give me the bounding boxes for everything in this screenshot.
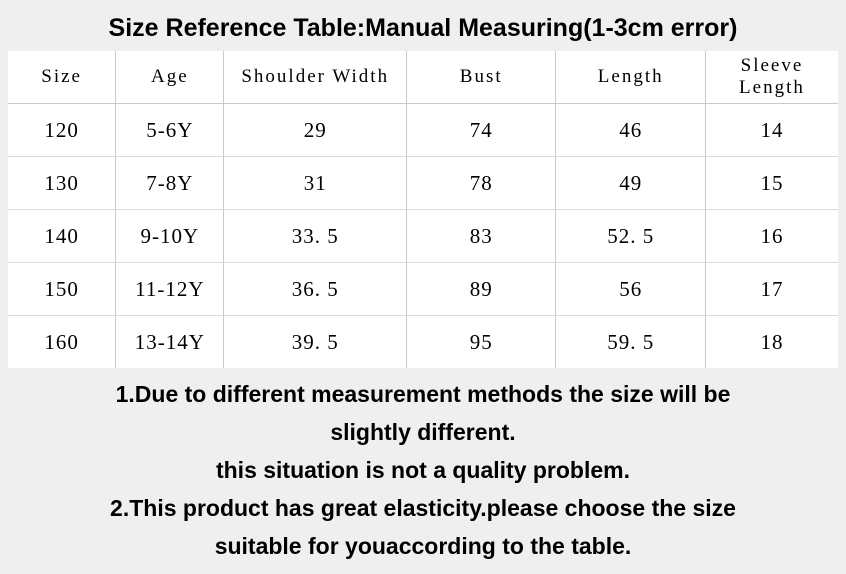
cell-size: 120 xyxy=(8,104,116,157)
cell-age: 5-6Y xyxy=(116,104,224,157)
cell-age: 11-12Y xyxy=(116,263,224,316)
cell-bust: 89 xyxy=(406,263,555,316)
column-header-bust: Bust xyxy=(406,51,555,104)
cell-sleeve-length: 18 xyxy=(705,316,838,369)
table-header-row xyxy=(8,51,838,104)
cell-bust: 95 xyxy=(406,316,555,369)
cell-size: 150 xyxy=(8,263,116,316)
table-row xyxy=(8,263,838,316)
cell-age: 7-8Y xyxy=(116,157,224,210)
table-row xyxy=(8,157,838,210)
table-header xyxy=(8,51,838,104)
cell-shoulder-width: 29 xyxy=(224,104,407,157)
cell-length: 46 xyxy=(556,104,705,157)
page-title: Size Reference Table:Manual Measuring(1-3cm error) xyxy=(108,14,738,42)
column-header-length: Length xyxy=(556,51,705,104)
cell-length: 49 xyxy=(556,157,705,210)
cell-shoulder-width: 33. 5 xyxy=(224,210,407,263)
column-header-size: Size xyxy=(8,51,116,104)
column-header-age: Age xyxy=(116,51,224,104)
table-body xyxy=(8,104,838,369)
cell-age: 9-10Y xyxy=(116,210,224,263)
note-line: slightly different. xyxy=(330,418,516,445)
column-header-sleeve-length: Sleeve Length xyxy=(705,51,838,104)
table-row xyxy=(8,316,838,369)
cell-length: 59. 5 xyxy=(556,316,705,369)
table-row xyxy=(8,210,838,263)
note-line: 2.This product has great elasticity.please choose the size xyxy=(110,494,736,521)
cell-shoulder-width: 36. 5 xyxy=(224,263,407,316)
cell-length: 52. 5 xyxy=(556,210,705,263)
cell-shoulder-width: 39. 5 xyxy=(224,316,407,369)
note-line: suitable for youaccording to the table. xyxy=(214,532,632,559)
cell-age: 13-14Y xyxy=(116,316,224,369)
size-table-container xyxy=(8,51,838,368)
column-header-shoulder-width: Shoulder Width xyxy=(224,51,407,104)
cell-shoulder-width: 31 xyxy=(224,157,407,210)
table-row xyxy=(8,104,838,157)
cell-length: 56 xyxy=(556,263,705,316)
cell-bust: 83 xyxy=(406,210,555,263)
cell-size: 130 xyxy=(8,157,116,210)
cell-sleeve-length: 17 xyxy=(705,263,838,316)
cell-bust: 74 xyxy=(406,104,555,157)
cell-sleeve-length: 16 xyxy=(705,210,838,263)
cell-size: 140 xyxy=(8,210,116,263)
cell-bust: 78 xyxy=(406,157,555,210)
note-line: 1.Due to different measurement methods the size will be xyxy=(115,381,731,407)
cell-sleeve-length: 15 xyxy=(705,157,838,210)
size-table xyxy=(8,51,838,368)
notes-block xyxy=(0,368,846,566)
note-line: this situation is not a quality problem. xyxy=(215,456,631,483)
cell-sleeve-length: 14 xyxy=(705,104,838,157)
cell-size: 160 xyxy=(44,329,79,354)
